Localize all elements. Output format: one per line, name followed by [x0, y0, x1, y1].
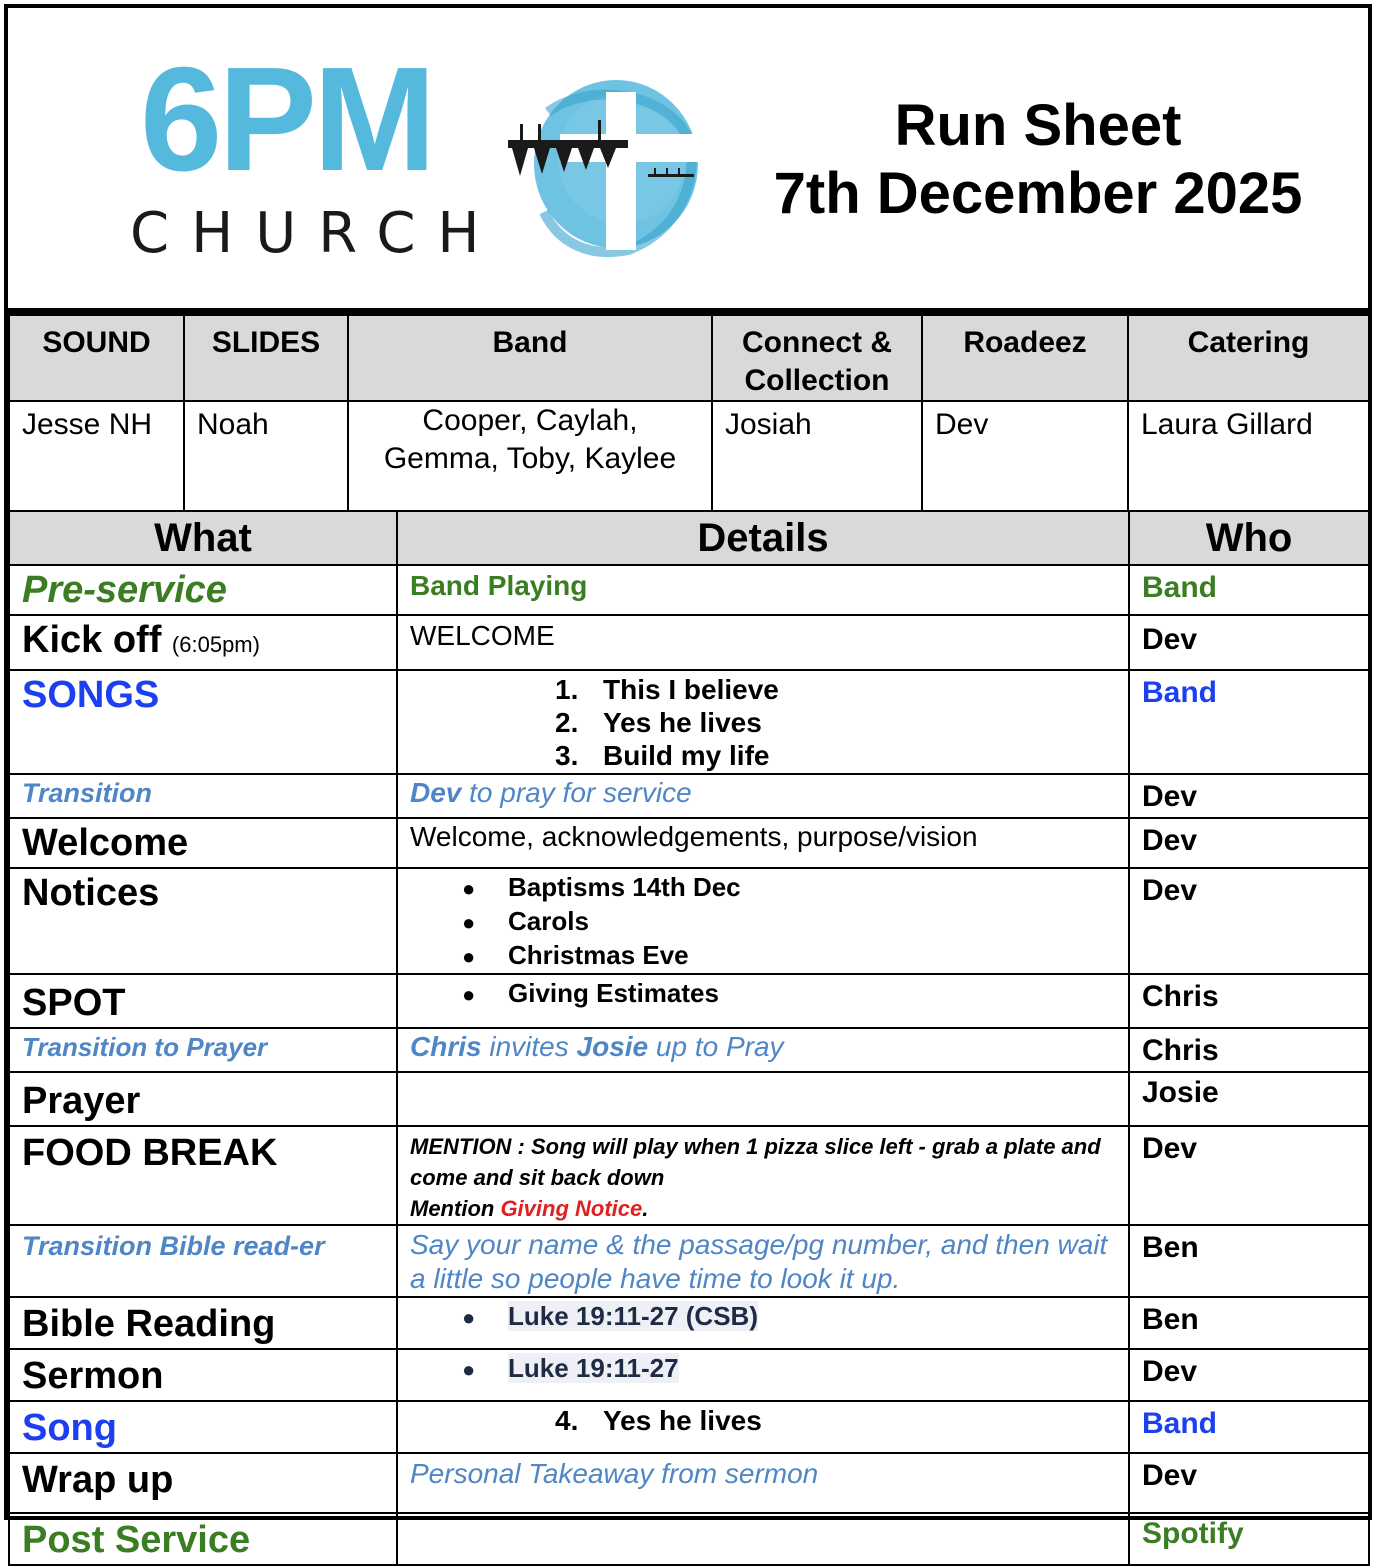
- header-who: Who: [1129, 511, 1369, 565]
- logo-6pm-text: 6PM: [140, 37, 433, 202]
- run-sheet-table: [8, 510, 1370, 1566]
- table-row: [9, 974, 1369, 1028]
- table-row: [9, 1126, 1369, 1225]
- what-cell: Notices: [22, 872, 160, 914]
- what-cell: Post Service: [22, 1519, 251, 1561]
- what-cell: Song: [22, 1407, 117, 1449]
- who-cell: Dev: [1142, 1459, 1198, 1492]
- table-row: [9, 1513, 1369, 1565]
- who-cell: Chris: [1142, 1034, 1219, 1067]
- page-date: 7th December 2025: [773, 161, 1303, 226]
- what-cell: Transition Bible read-er: [22, 1231, 325, 1261]
- what-cell: [22, 616, 384, 669]
- song-list-item: 1. This I believe: [555, 674, 779, 705]
- roster-value-cell: Cooper, Caylah, Gemma, Toby, Kaylee: [348, 401, 712, 511]
- what-cell: Prayer: [22, 1080, 141, 1122]
- table-row: [9, 1401, 1369, 1453]
- run-header-row: [9, 511, 1369, 565]
- run-sheet-document: [4, 4, 1372, 1561]
- table-row: [9, 868, 1369, 974]
- food-break-note: MENTION : Song will play when 1 pizza slice left - grab a plate and come and sit back down: [410, 1134, 1101, 1190]
- who-cell: Ben: [1142, 1303, 1199, 1336]
- roster-header-cell: Connect & Collection: [712, 315, 922, 401]
- table-row: [9, 1453, 1369, 1513]
- who-cell: Band: [1142, 676, 1217, 709]
- header-details: Details: [397, 511, 1129, 565]
- song-list-item: 3. Build my life: [555, 740, 770, 771]
- roster-value-cell: Jesse NH: [9, 401, 184, 511]
- table-row: [9, 565, 1369, 615]
- what-cell: SONGS: [22, 674, 160, 716]
- roster-value-cell: Noah: [184, 401, 348, 511]
- notice-list-item: ● Carols: [462, 906, 589, 936]
- what-cell: Pre-service: [22, 569, 227, 611]
- details-cell-empty: [397, 1513, 1129, 1565]
- table-row: [9, 1349, 1369, 1401]
- who-cell: Josie: [1142, 1076, 1219, 1109]
- spot-list-item: ● Giving Estimates: [462, 978, 719, 1008]
- table-row: [9, 1028, 1369, 1072]
- who-cell: Dev: [1142, 1132, 1198, 1165]
- song-list-item: 4. Yes he lives: [555, 1405, 762, 1436]
- sermon-list-item: ● Luke 19:11-27: [462, 1353, 679, 1383]
- who-cell: Dev: [1142, 1355, 1198, 1388]
- roster-value-cell: Josiah: [712, 401, 922, 511]
- who-cell: Dev: [1142, 824, 1198, 857]
- page-title: Run Sheet: [894, 93, 1182, 158]
- what-cell: Transition: [22, 778, 153, 808]
- roster-value-cell: Laura Gillard: [1128, 401, 1369, 511]
- food-break-mention: Mention Giving Notice.: [410, 1196, 649, 1221]
- roster-values-row: [9, 401, 1369, 511]
- table-row: [9, 1225, 1369, 1297]
- title-block: [708, 92, 1368, 228]
- details-cell: Dev to pray for service: [410, 777, 692, 808]
- cross-brushstroke-icon: [498, 72, 708, 262]
- what-cell: Wrap up: [22, 1459, 174, 1501]
- who-cell: Chris: [1142, 980, 1219, 1013]
- what-cell: Bible Reading: [22, 1303, 276, 1345]
- roster-header-row: [9, 315, 1369, 401]
- roster-table: [8, 314, 1370, 512]
- bible-list-item: ● Luke 19:11-27 (CSB): [462, 1301, 758, 1331]
- roster-header-cell: SOUND: [9, 315, 184, 401]
- song-list-item: 2. Yes he lives: [555, 707, 762, 738]
- table-row: [9, 774, 1369, 818]
- details-cell: Say your name & the passage/pg number, and then wait a little so people have time to look it up.: [410, 1229, 1108, 1294]
- notice-list-item: ● Baptisms 14th Dec: [462, 872, 741, 902]
- header-what: What: [9, 511, 397, 565]
- what-cell: Welcome: [22, 822, 189, 864]
- who-cell: Ben: [1142, 1231, 1199, 1264]
- details-cell: WELCOME: [410, 620, 555, 651]
- header: [8, 8, 1368, 314]
- logo-church-text: CHURCH: [130, 201, 502, 266]
- details-cell-empty: [397, 1072, 1129, 1126]
- what-cell: SPOT: [22, 982, 126, 1024]
- what-cell: Transition to Prayer: [22, 1032, 268, 1062]
- table-row: [9, 615, 1369, 670]
- who-cell: Dev: [1142, 874, 1198, 907]
- roster-header-cell: Catering: [1128, 315, 1369, 401]
- roster-header-cell: SLIDES: [184, 315, 348, 401]
- roster-header-cell: Band: [348, 315, 712, 401]
- details-cell: Personal Takeaway from sermon: [410, 1458, 819, 1489]
- what-cell: Sermon: [22, 1355, 164, 1397]
- what-cell: FOOD BREAK: [22, 1132, 278, 1174]
- table-row: [9, 1297, 1369, 1349]
- roster-value-cell: Dev: [922, 401, 1128, 511]
- details-cell: Chris invites Josie up to Pray: [410, 1031, 784, 1062]
- who-cell: Dev: [1142, 780, 1198, 813]
- who-cell: Dev: [1142, 623, 1198, 656]
- table-row: [9, 818, 1369, 868]
- who-cell: Spotify: [1142, 1517, 1244, 1550]
- details-cell: Band Playing: [410, 570, 588, 601]
- notice-list-item: ● Christmas Eve: [462, 940, 689, 970]
- details-cell: Welcome, acknowledgements, purpose/vision: [410, 821, 978, 852]
- table-row: [9, 1072, 1369, 1126]
- table-row: [9, 670, 1369, 774]
- what-label: Kick off: [22, 619, 162, 661]
- who-cell: Band: [1142, 571, 1217, 604]
- who-cell: Band: [1142, 1407, 1217, 1440]
- roster-header-cell: Roadeez: [922, 315, 1128, 401]
- church-logo: [126, 37, 726, 276]
- what-note: (6:05pm): [171, 632, 260, 657]
